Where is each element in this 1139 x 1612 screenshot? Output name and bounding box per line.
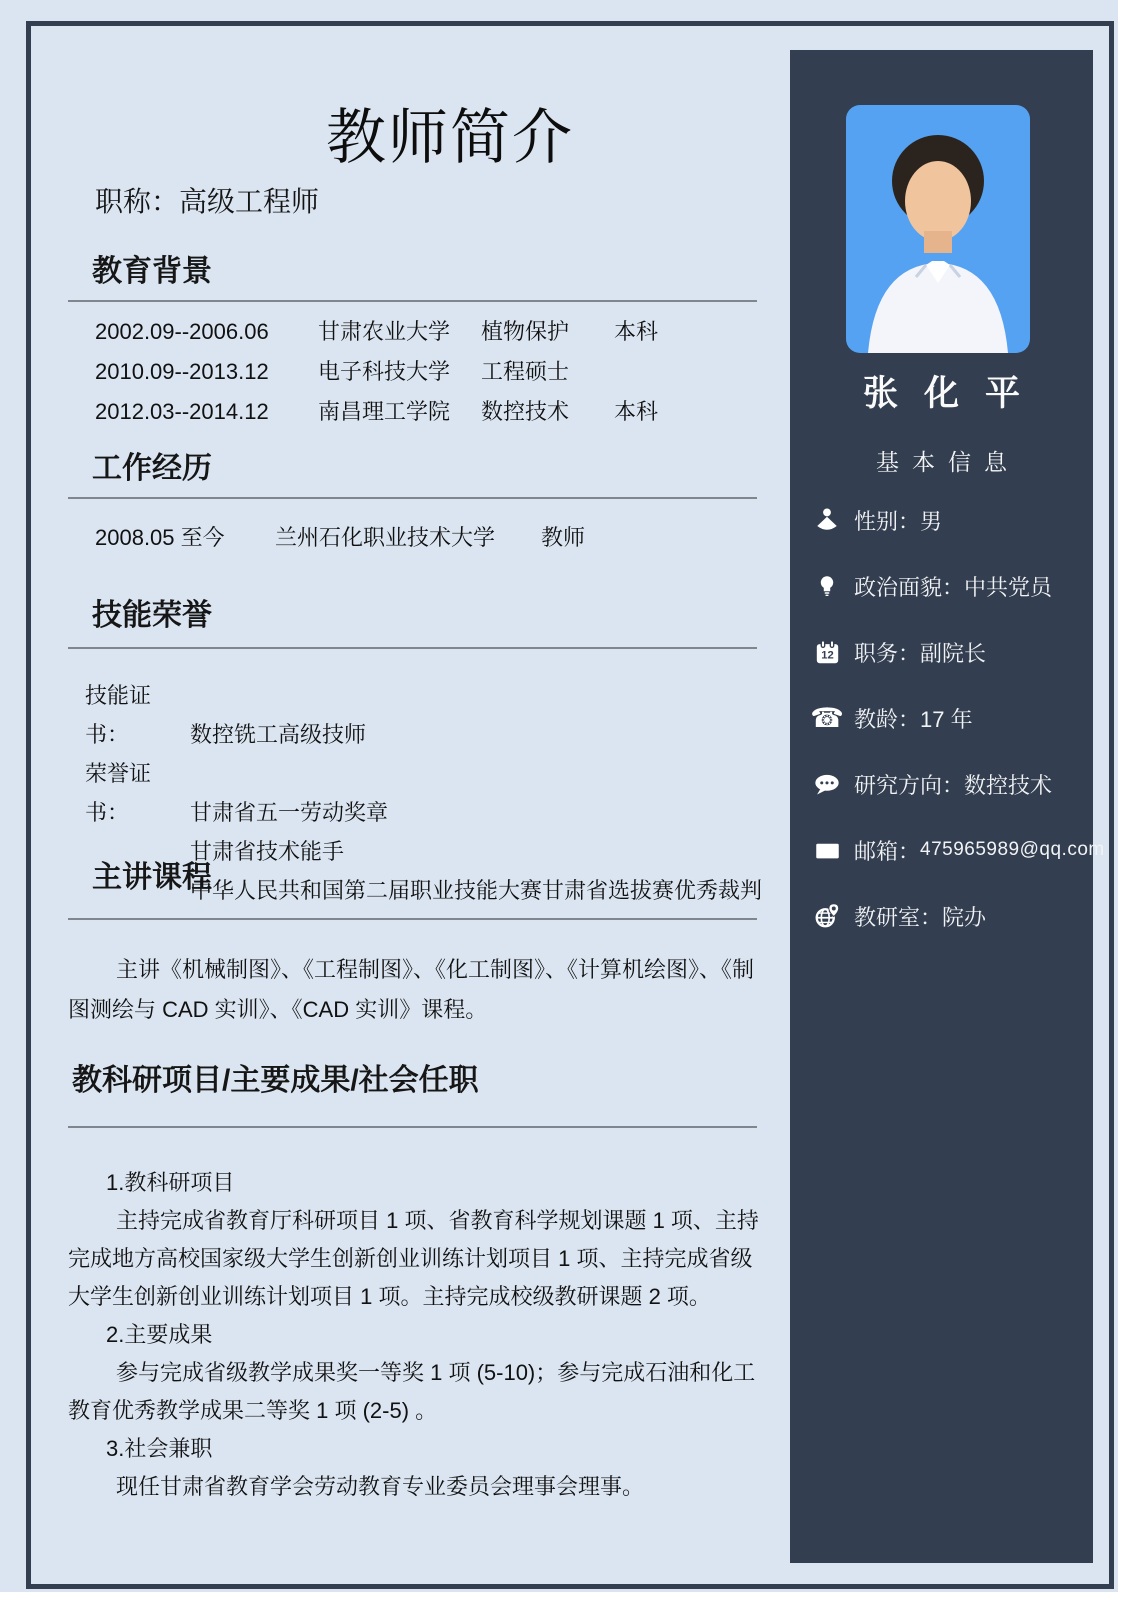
info-item-position — [812, 635, 1082, 669]
info-item-research-direction — [812, 767, 1082, 801]
info-label: 性别： — [854, 508, 921, 534]
research-item-title: 1.教科研项目 — [106, 1170, 235, 1195]
teacher-name: 张化平 — [862, 373, 1046, 414]
education-major: 工程硕士 — [481, 359, 570, 384]
info-item-email — [812, 833, 1105, 867]
section-divider — [68, 300, 757, 302]
honors-value: 中华人民共和国第二届职业技能大赛甘肃省选拔赛优秀裁判 — [190, 878, 763, 903]
lightbulb-icon — [812, 571, 842, 601]
education-school: 甘肃农业大学 — [318, 319, 451, 344]
research-item-title: 2.主要成果 — [106, 1322, 213, 1347]
section-divider — [68, 647, 757, 649]
education-period: 2012.03--2014.12 — [95, 399, 269, 424]
research-item-body: 主持完成省教育厅科研项目 1 项、省教育科学规划课题 1 项、主持完成地方高校国家级大学生创新创业训练计划项目 1 项、主持完成省级大学生创新创业训练计划项目 1 项。主持完成校级教研课题 2 项。 — [68, 1208, 759, 1309]
globe-pin-icon — [812, 901, 842, 931]
person-portrait — [846, 105, 1030, 353]
section-heading-courses: 主讲课程 — [92, 861, 212, 894]
courses-paragraph: 主讲《机械制图》、《工程制图》、《化工制图》、《计算机绘图》、《制图测绘与 CAD 实训》、《CAD 实训》课程。 — [68, 957, 755, 1022]
section-heading-research: 教科研项目/主要成果/社会任职 — [72, 1064, 479, 1097]
info-label: 研究方向： — [854, 772, 965, 798]
info-label: 职务： — [854, 640, 921, 666]
person-icon — [812, 505, 842, 535]
research-item-body: 现任甘肃省教育学会劳动教育专业委员会理事会理事。 — [116, 1474, 645, 1499]
info-value: 数控技术 — [964, 772, 1053, 798]
education-period: 2010.09--2013.12 — [95, 359, 269, 384]
info-value: 475965989@qq.com — [920, 839, 1105, 860]
info-item-teaching-age — [812, 701, 1082, 735]
info-value: 中共党员 — [964, 574, 1053, 600]
work-period: 2008.05 至今 — [95, 525, 225, 550]
education-school: 南昌理工学院 — [318, 399, 451, 424]
info-value: 男 — [920, 508, 943, 534]
info-item-gender — [812, 503, 1082, 537]
svg-text:12: 12 — [820, 649, 834, 662]
honors-value: 数控铣工高级技师 — [190, 722, 367, 747]
job-title-label: 职称： — [95, 186, 180, 217]
profile-sidebar — [790, 50, 1105, 1563]
education-school: 电子科技大学 — [318, 359, 451, 384]
basic-info-list — [810, 503, 1105, 965]
work-table — [95, 518, 585, 558]
info-value: 副院长 — [920, 640, 987, 666]
info-item-office — [812, 899, 1082, 933]
info-item-political-status — [812, 569, 1082, 603]
section-divider — [68, 918, 757, 920]
phone-icon: ☎ — [810, 702, 844, 733]
speech-cloud-icon — [812, 769, 842, 799]
honors-row — [85, 676, 762, 754]
education-major: 数控技术 — [481, 399, 570, 424]
honors-value: 甘肃省技术能手 — [190, 839, 345, 864]
education-row — [95, 392, 658, 432]
honors-label: 荣誉证书： — [85, 761, 152, 825]
research-item-title: 3.社会兼职 — [106, 1436, 213, 1461]
education-degree: 本科 — [614, 319, 659, 344]
section-divider — [68, 1126, 757, 1128]
research-item-body: 参与完成省级教学成果奖一等奖 1 项 (5-10)；参与完成石油和化工教育优秀教学成果二等奖 1 项 (2-5) 。 — [68, 1360, 756, 1423]
education-row — [95, 312, 658, 352]
info-label: 邮箱： — [854, 838, 921, 864]
work-row — [95, 518, 585, 558]
education-row — [95, 352, 658, 392]
info-value: 院办 — [942, 904, 987, 930]
profile-photo — [846, 105, 1030, 353]
section-heading-education: 教育背景 — [92, 255, 212, 288]
work-position: 教师 — [541, 525, 586, 550]
education-degree: 本科 — [614, 399, 659, 424]
research-block — [68, 1164, 762, 1506]
section-divider — [68, 497, 757, 499]
page-title: 教师简介 — [326, 104, 574, 172]
envelope-icon — [812, 835, 842, 865]
job-title-value: 高级工程师 — [179, 186, 320, 217]
info-label: 政治面貌： — [854, 574, 965, 600]
info-label: 教研室： — [854, 904, 943, 930]
work-employer: 兰州石化职业技术大学 — [275, 525, 496, 550]
honors-label: 技能证书： — [85, 683, 152, 747]
honors-row — [85, 754, 762, 832]
education-major: 植物保护 — [481, 319, 570, 344]
info-value: 17 年 — [920, 706, 973, 732]
honors-value: 甘肃省五一劳动奖章 — [190, 800, 389, 825]
education-period: 2002.09--2006.06 — [95, 319, 269, 344]
calendar-icon — [812, 637, 842, 667]
info-label: 教龄： — [854, 706, 921, 732]
job-title-row — [95, 180, 319, 220]
section-heading-honors: 技能荣誉 — [92, 599, 212, 632]
basic-info-heading: 基本信息 — [876, 449, 1020, 475]
education-table — [95, 312, 658, 432]
section-heading-work: 工作经历 — [92, 452, 212, 485]
